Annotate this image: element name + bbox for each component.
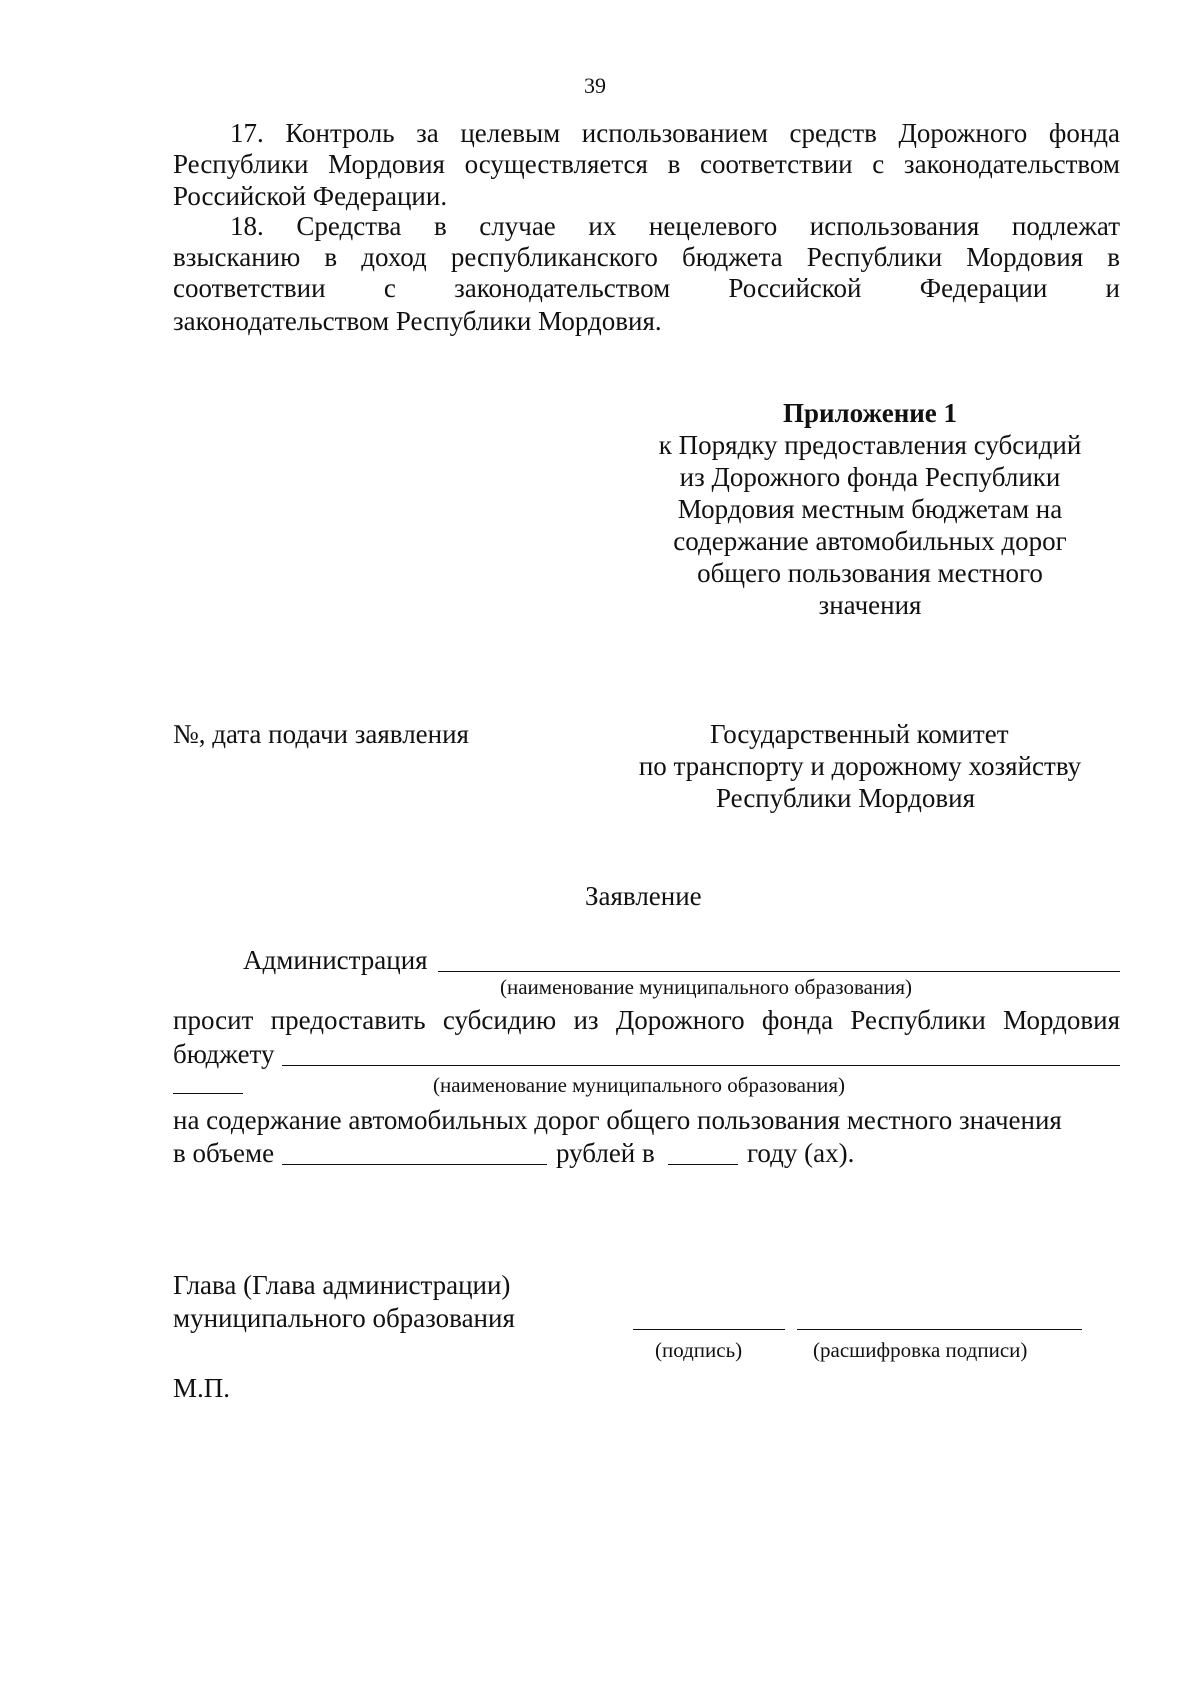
appendix-block bbox=[620, 397, 1120, 621]
year-label: году (ах). bbox=[747, 1138, 855, 1168]
addressee-line3: Республики Мордовия bbox=[716, 783, 976, 813]
appendix-line: содержание автомобильных дорог bbox=[673, 526, 1067, 556]
rubles-label: рублей в bbox=[556, 1138, 655, 1168]
appendix-line: значения bbox=[818, 590, 922, 620]
municipality-hint-2: (наименование муниципального образования) bbox=[433, 1073, 846, 1097]
addressee-line1: Государственный комитет bbox=[710, 719, 1009, 749]
appendix-line: к Порядку предоставления субсидий bbox=[658, 430, 1082, 460]
volume-label: в объеме bbox=[173, 1138, 275, 1168]
stamp-label: М.П. bbox=[173, 1373, 231, 1403]
appendix-line: общего пользования местного bbox=[697, 558, 1043, 588]
administration-label: Администрация bbox=[243, 945, 428, 975]
paragraph-18-line4: законодательством Республики Мордовия. bbox=[173, 306, 662, 336]
appendix-title: Приложение 1 bbox=[782, 398, 958, 428]
decode-fill-line bbox=[797, 1329, 1082, 1330]
budget-fill-line-short bbox=[173, 1093, 243, 1094]
paragraph-17-line2: Республики Мордовия осуществляется в соответствии с законодательством bbox=[173, 149, 1120, 179]
statement-title: Заявление bbox=[585, 881, 702, 911]
budget-label: бюджету bbox=[173, 1039, 275, 1069]
signature-hint: (подпись) bbox=[655, 1338, 743, 1362]
addressee-block bbox=[600, 718, 1120, 814]
head-line1: Глава (Глава администрации) bbox=[173, 1270, 511, 1300]
submission-label: №, дата подачи заявления bbox=[173, 719, 469, 749]
addressee-line2: по транспорту и дорожному хозяйству bbox=[638, 751, 1082, 781]
administration-fill-line bbox=[438, 971, 1120, 972]
signature-fill-line bbox=[633, 1329, 785, 1330]
paragraph-18-line1: 18. Средства в случае их нецелевого использования подлежат bbox=[230, 211, 1120, 241]
head-line2: муниципального образования bbox=[173, 1303, 515, 1333]
paragraph-17-line1: 17. Контроль за целевым использованием средств Дорожного фонда bbox=[230, 118, 1120, 148]
paragraph-18-line3: соответствии с законодательством Российской Федерации и bbox=[173, 273, 1120, 303]
request-line: просит предоставить субсидию из Дорожного фонда Республики Мордовия bbox=[173, 1005, 1120, 1035]
budget-fill-line bbox=[282, 1065, 1120, 1066]
appendix-line: из Дорожного фонда Республики bbox=[679, 462, 1061, 492]
paragraph-17-line3: Российской Федерации. bbox=[173, 181, 448, 211]
municipality-hint: (наименование муниципального образования) bbox=[500, 975, 913, 999]
year-fill-line bbox=[668, 1164, 738, 1165]
paragraph-18-line2: взысканию в доход республиканского бюджета Республики Мордовия в bbox=[173, 242, 1120, 272]
volume-fill-line bbox=[282, 1164, 547, 1165]
page-number: 39 bbox=[584, 73, 606, 98]
decode-hint: (расшифровка подписи) bbox=[813, 1338, 1028, 1362]
appendix-line: Мордовия местным бюджетам на bbox=[677, 494, 1063, 524]
purpose-line: на содержание автомобильных дорог общего пользования местного значения bbox=[173, 1105, 1062, 1135]
